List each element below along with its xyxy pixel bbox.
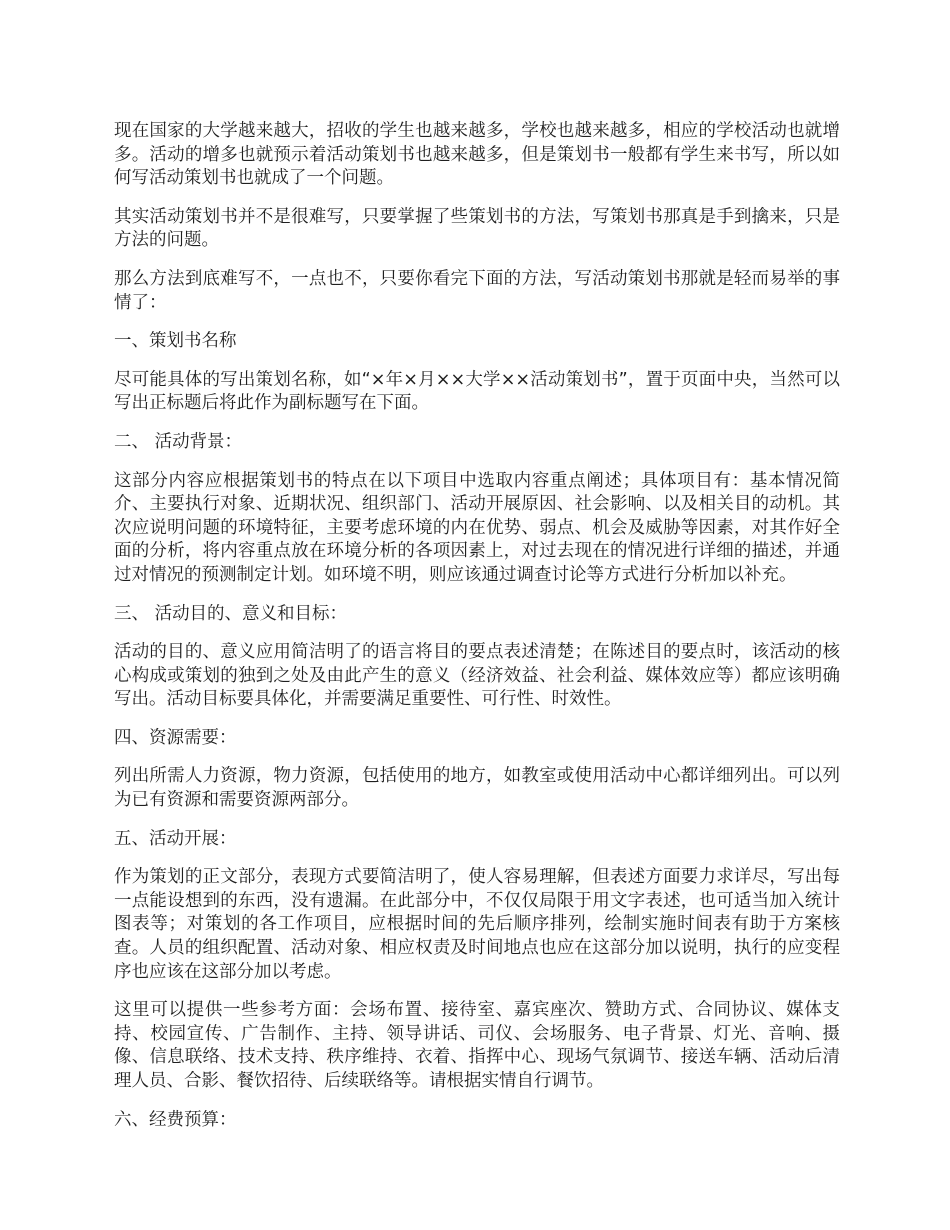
section-body-resources: 列出所需人力资源，物力资源，包括使用的地方，如教室或使用活动中心都详细列出。可以列为已有资源和需要资源两部分。 xyxy=(114,766,840,811)
section-heading-title: 一、策划书名称 xyxy=(114,331,237,352)
section-heading-budget: 六、经费预算： xyxy=(114,1109,237,1130)
section-heading-execution: 五、活动开展： xyxy=(114,828,237,849)
intro-paragraph: 那么方法到底难写不，一点也不，只要你看完下面的方法，写活动策划书那就是轻而易举的事情了： xyxy=(114,268,840,313)
section-body-execution: 作为策划的正文部分，表现方式要简洁明了，使人容易理解，但表述方面要力求详尽，写出每一点能设想到的东西，没有遗漏。在此部分中，不仅仅局限于用文字表述，也可适当加入统计图表等；对策划的各工作项目，应根据时间的先后顺序排列，绘制实施时间表有助于方案核查。人员的组织配置、活动对象、相应权责及时间地点也应在这部分加以说明，执行的应变程序也应该在这部分加以考虑。 xyxy=(114,867,840,982)
section-heading-background: 二、 活动背景： xyxy=(114,431,243,452)
intro-paragraph: 其实活动策划书并不是很难写，只要掌握了些策划书的方法，写策划书那真是手到擒来，只是方法的问题。 xyxy=(114,206,840,251)
section-heading-resources: 四、资源需要： xyxy=(114,727,237,748)
section-body-references: 这里可以提供一些参考方面：会场布置、接待室、嘉宾座次、赞助方式、合同协议、媒体支持、校园宣传、广告制作、主持、领导讲话、司仪、会场服务、电子背景、灯光、音响、摄像、信息联络、技术支持、秩序维持、衣着、指挥中心、现场气氛调节、接送车辆、活动后清理人员、合影、餐饮招待、后续联络等。请根据实情自行调节。 xyxy=(114,1000,840,1091)
section-body-goals: 活动的目的、意义应用简洁明了的语言将目的要点表述清楚；在陈述目的要点时，该活动的核心构成或策划的独到之处及由此产生的意义（经济效益、社会利益、媒体效应等）都应该明确写出。活动目标要具体化，并需要满足重要性、可行性、时效性。 xyxy=(114,642,840,710)
section-body-background: 这部分内容应根据策划书的特点在以下项目中选取内容重点阐述；具体项目有：基本情况简介、主要执行对象、近期状况、组织部门、活动开展原因、社会影响、以及相关目的动机。其次应说明问题的环境特征，主要考虑环境的内在优势、弱点、机会及威胁等因素，对其作好全面的分析，将内容重点放在环境分析的各项因素上，对过去现在的情况进行详细的描述，并通过对情况的预测制定计划。如环境不明，则应该通过调查讨论等方式进行分析加以补充。 xyxy=(114,470,840,585)
document-body xyxy=(114,120,840,1147)
section-body-title: 尽可能具体的写出策划名称，如“×年×月××大学××活动策划书”，置于页面中央，当然可以写出正标题后将此作为副标题写在下面。 xyxy=(114,369,840,414)
section-heading-goals: 三、 活动目的、意义和目标： xyxy=(114,603,348,624)
intro-paragraph: 现在国家的大学越来越大，招收的学生也越来越多，学校也越来越多，相应的学校活动也就增多。活动的增多也就预示着活动策划书也越来越多，但是策划书一般都有学生来书写，所以如何写活动策划书也就成了一个问题。 xyxy=(114,121,840,189)
